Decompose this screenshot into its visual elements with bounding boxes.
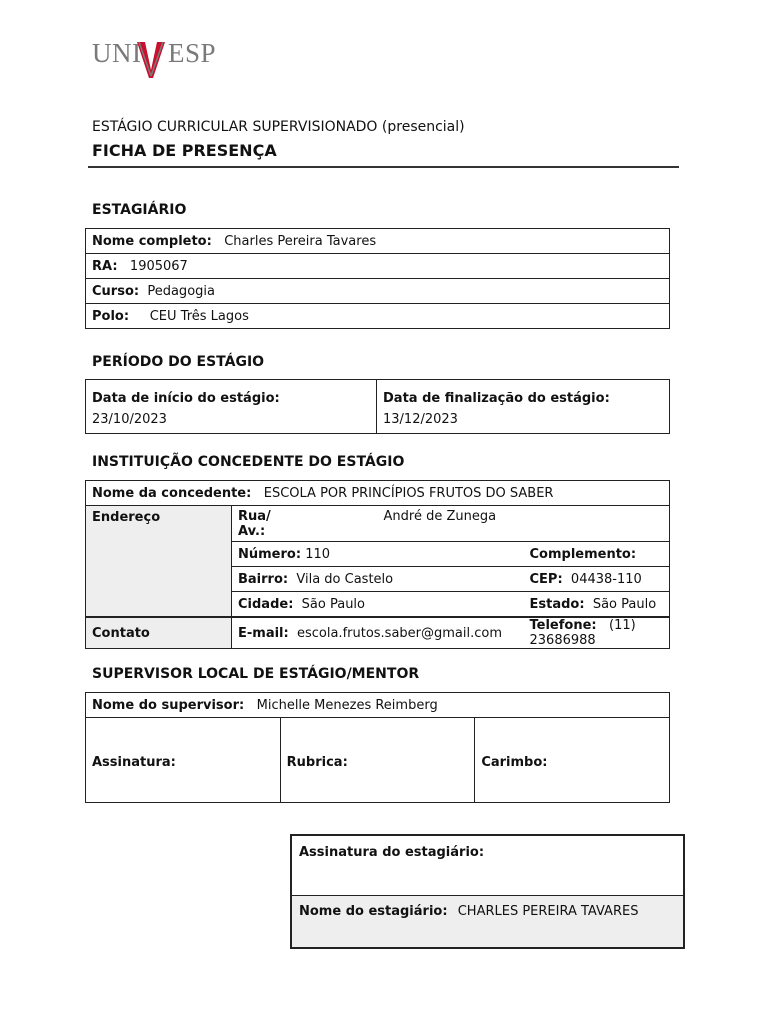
polo-row — [86, 304, 670, 329]
av-label: Av.: — [238, 524, 266, 539]
document-title: FICHA DE PRESENÇA — [92, 141, 277, 160]
polo-value: CEU Três Lagos — [149, 308, 249, 324]
contato-label-cell — [86, 617, 232, 649]
periodo-table — [85, 379, 670, 434]
nome-concedente-row — [86, 481, 670, 506]
section-heading-periodo: PERÍODO DO ESTÁGIO — [92, 354, 265, 370]
nome-supervisor-label: Nome do supervisor: — [92, 697, 245, 713]
nome-concedente-label: Nome da concedente: — [92, 485, 252, 501]
data-inicio-label: Data de início do estágio: — [92, 390, 280, 406]
telefone-label: Telefone: — [529, 618, 597, 633]
supervisor-table — [85, 692, 670, 803]
rubrica-cell[interactable] — [280, 718, 475, 803]
document-subtitle: ESTÁGIO CURRICULAR SUPERVISIONADO (presencial) — [92, 119, 465, 135]
carimbo-cell[interactable] — [475, 718, 670, 803]
email-cell — [232, 617, 524, 649]
nome-completo-value: Charles Pereira Tavares — [224, 233, 377, 249]
rua-label: Rua/ — [238, 509, 271, 524]
nome-completo-label: Nome completo: — [92, 233, 212, 249]
email-label: E-mail: — [238, 625, 289, 641]
cidade-cell — [232, 592, 524, 618]
logo-v-mark — [135, 40, 167, 80]
endereco-label: Endereço — [92, 510, 161, 525]
curso-value: Pedagogia — [147, 283, 215, 299]
nome-estagiario-label: Nome do estagiário: — [299, 904, 448, 919]
rua-label-cell — [232, 506, 378, 542]
nome-completo-row — [86, 229, 670, 254]
section-heading-supervisor: SUPERVISOR LOCAL DE ESTÁGIO/MENTOR — [92, 666, 420, 682]
complemento-cell — [524, 542, 670, 567]
rua-value: André de Zunega — [383, 509, 497, 524]
nome-supervisor-value: Michelle Menezes Reimberg — [256, 697, 438, 713]
nome-estagiario-area — [292, 896, 683, 947]
carimbo-label: Carimbo: — [481, 754, 548, 770]
instituicao-table — [85, 480, 670, 649]
assinatura-estagiario-area[interactable] — [292, 836, 683, 896]
section-heading-estagiario: ESTAGIÁRIO — [92, 202, 187, 218]
ra-value: 1905067 — [129, 258, 188, 274]
estado-label: Estado: — [529, 596, 585, 612]
endereco-label-cell — [86, 506, 232, 618]
estagiario-table — [85, 228, 670, 329]
data-inicio-cell — [86, 380, 377, 434]
numero-cell — [232, 542, 524, 567]
logo-text-left: UNI — [92, 38, 142, 68]
numero-label: Número: — [238, 546, 302, 562]
contato-label: Contato — [92, 625, 150, 641]
curso-row — [86, 279, 670, 304]
numero-value: 110 — [305, 546, 331, 562]
nome-concedente-value: ESCOLA POR PRINCÍPIOS FRUTOS DO SABER — [263, 485, 554, 501]
bairro-label: Bairro: — [238, 571, 289, 587]
assinatura-supervisor-label: Assinatura: — [92, 754, 176, 770]
assinatura-supervisor-cell[interactable] — [86, 718, 281, 803]
estado-value: São Paulo — [592, 596, 657, 612]
telefone-cell — [524, 617, 670, 649]
curso-label: Curso: — [92, 283, 140, 299]
cidade-value: São Paulo — [301, 596, 366, 612]
cep-label: CEP: — [529, 571, 563, 587]
section-heading-instituicao: INSTITUIÇÃO CONCEDENTE DO ESTÁGIO — [92, 454, 405, 470]
cep-value: 04438-110 — [570, 571, 642, 587]
cidade-label: Cidade: — [238, 596, 294, 612]
nome-supervisor-row — [86, 693, 670, 718]
telefone-value: (11) 23686988 — [529, 618, 636, 648]
polo-label: Polo: — [92, 308, 130, 324]
data-fim-cell — [377, 380, 670, 434]
rua-value-cell — [378, 506, 670, 542]
assinatura-estagiario-label: Assinatura do estagiário: — [299, 845, 485, 860]
data-fim-label: Data de finalização do estágio: — [383, 390, 610, 406]
univesp-logo — [92, 38, 217, 82]
cep-cell — [524, 567, 670, 592]
logo-text-right: ESP — [168, 38, 217, 68]
complemento-label: Complemento: — [529, 546, 637, 562]
ra-label: RA: — [92, 258, 118, 274]
email-value: escola.frutos.saber@gmail.com — [296, 625, 503, 641]
estagiario-signature-box — [290, 834, 685, 949]
bairro-cell — [232, 567, 524, 592]
estado-cell — [524, 592, 670, 618]
rubrica-label: Rubrica: — [286, 754, 348, 770]
data-inicio-value: 23/10/2023 — [92, 411, 167, 427]
title-divider — [88, 166, 679, 168]
data-fim-value: 13/12/2023 — [383, 411, 458, 427]
ra-row — [86, 254, 670, 279]
bairro-value: Vila do Castelo — [296, 571, 394, 587]
nome-estagiario-value: CHARLES PEREIRA TAVARES — [457, 904, 639, 919]
